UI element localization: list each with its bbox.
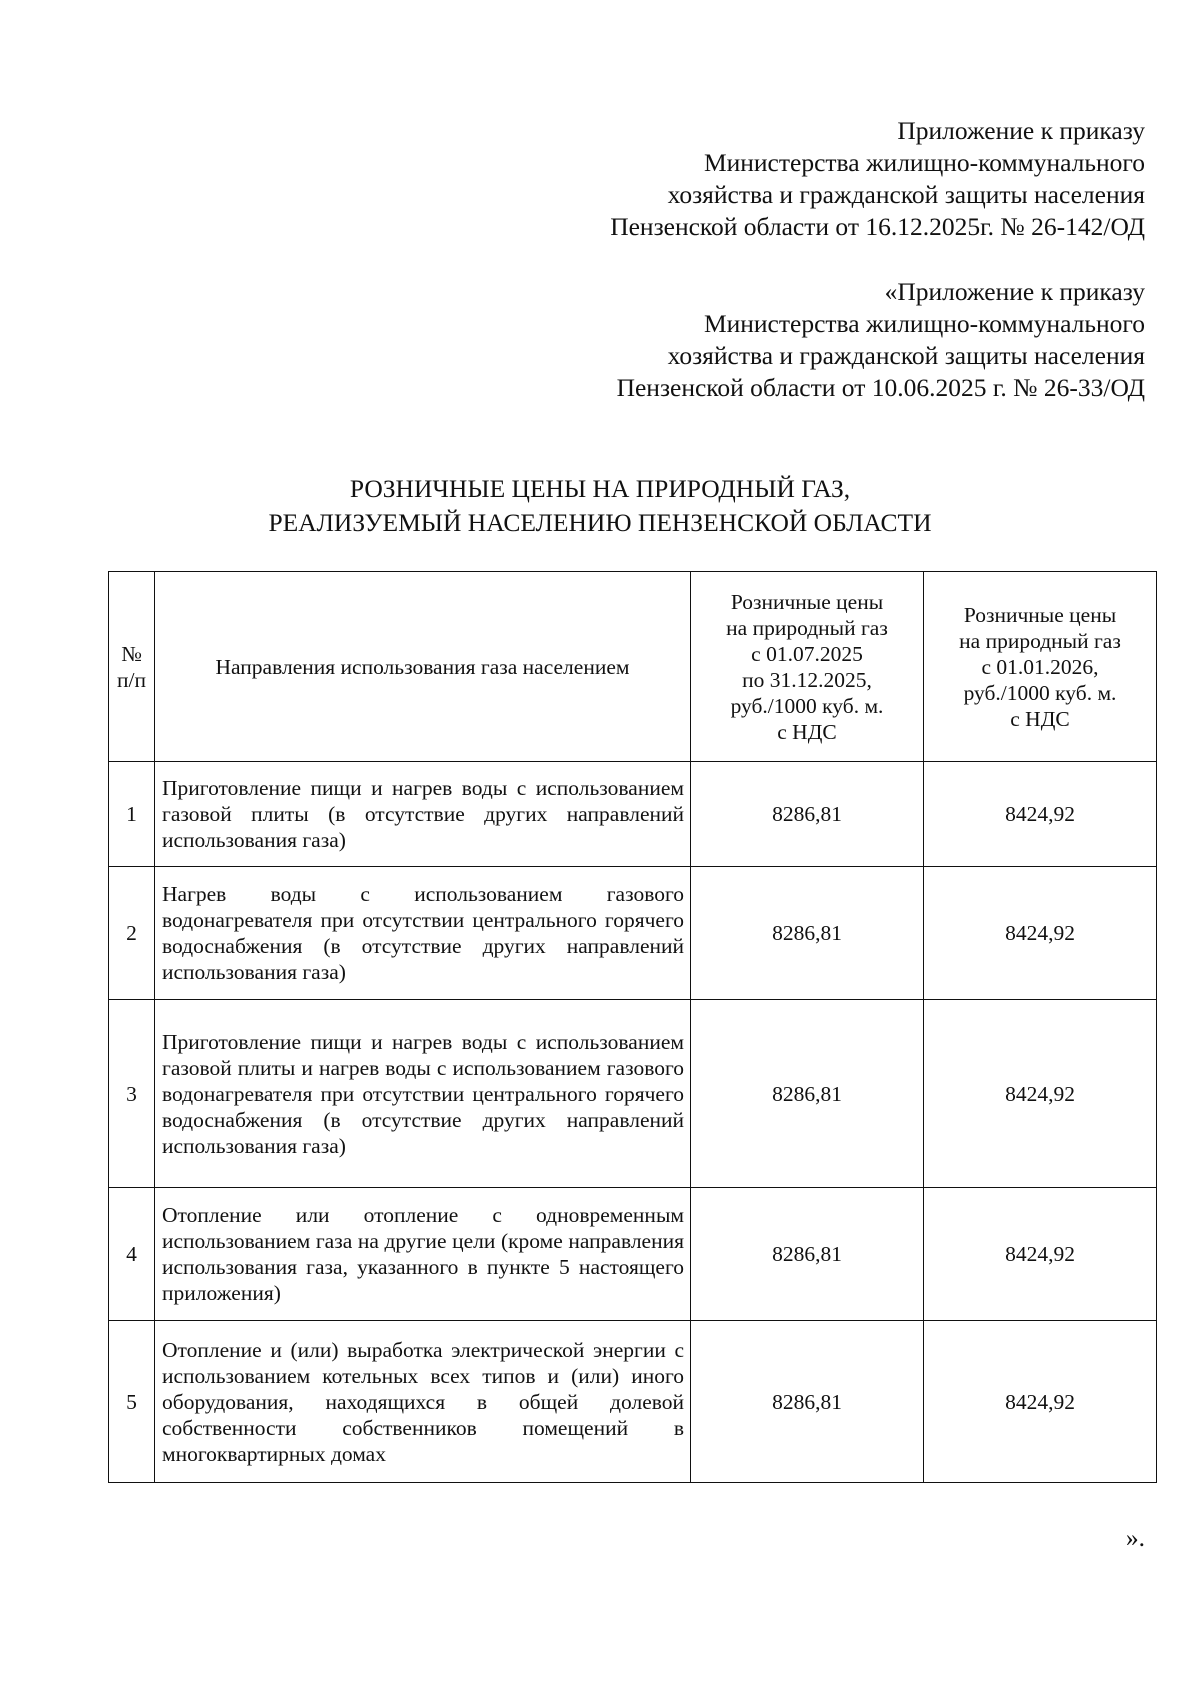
row-price-2026: 8424,92 xyxy=(924,1000,1157,1188)
order-appendix-header xyxy=(610,115,1145,243)
row-price-2025: 8286,81 xyxy=(691,762,924,867)
header-price-2025: Розничные цены на природный газ с 01.07.2025 по 31.12.2025, руб./1000 куб. м. с НДС xyxy=(691,572,924,762)
table-header-row xyxy=(109,572,1157,762)
title-line: РЕАЛИЗУЕМЫЙ НАСЕЛЕНИЮ ПЕНЗЕНСКОЙ ОБЛАСТИ xyxy=(268,508,932,537)
header-line: Пензенской области от 10.06.2025 г. № 26-33/ОД xyxy=(616,373,1145,402)
header-line: хозяйства и гражданской защиты населения xyxy=(667,180,1145,209)
row-number: 2 xyxy=(109,867,155,1000)
row-direction: Приготовление пищи и нагрев воды с использованием газовой плиты и нагрев воды с использованием газового водонагревателя при отсутствии центрального горячего водоснабжения (в отсутствие других направлений использования газа) xyxy=(155,1000,691,1188)
gas-price-table xyxy=(108,571,1157,1483)
row-price-2026: 8424,92 xyxy=(924,762,1157,867)
row-price-2025: 8286,81 xyxy=(691,1000,924,1188)
table-row xyxy=(109,1188,1157,1321)
row-number: 3 xyxy=(109,1000,155,1188)
row-price-2026: 8424,92 xyxy=(924,1321,1157,1483)
table-row xyxy=(109,1321,1157,1483)
row-direction: Приготовление пищи и нагрев воды с использованием газовой плиты (в отсутствие других направлений использования газа) xyxy=(155,762,691,867)
row-number: 1 xyxy=(109,762,155,867)
header-line: Приложение к приказу xyxy=(897,116,1145,145)
row-price-2025: 8286,81 xyxy=(691,1321,924,1483)
header-line: Министерства жилищно-коммунального xyxy=(703,309,1145,338)
document-title xyxy=(0,472,1200,540)
row-number: 5 xyxy=(109,1321,155,1483)
header-number: № п/п xyxy=(109,572,155,762)
header-line: «Приложение к приказу xyxy=(884,277,1145,306)
table-row xyxy=(109,867,1157,1000)
header-line: хозяйства и гражданской защиты населения xyxy=(667,341,1145,370)
closing-quote-mark: ». xyxy=(1125,1523,1145,1552)
row-price-2025: 8286,81 xyxy=(691,867,924,1000)
row-price-2025: 8286,81 xyxy=(691,1188,924,1321)
table-row xyxy=(109,762,1157,867)
row-direction: Отопление и (или) выработка электрической энергии с использованием котельных всех типов и (или) иного оборудования, находящихся в общей долевой собственности собственников помещений в многоквартирных домах xyxy=(155,1321,691,1483)
title-line: РОЗНИЧНЫЕ ЦЕНЫ НА ПРИРОДНЫЙ ГАЗ, xyxy=(349,474,851,503)
row-direction: Нагрев воды с использованием газового водонагревателя при отсутствии центрального горячего водоснабжения (в отсутствие других направлений использования газа) xyxy=(155,867,691,1000)
original-order-appendix-header xyxy=(617,276,1145,404)
table-row xyxy=(109,1000,1157,1188)
header-price-2026: Розничные цены на природный газ с 01.01.2026, руб./1000 куб. м. с НДС xyxy=(924,572,1157,762)
header-line: Пензенской области от 16.12.2025г. № 26-142/ОД xyxy=(610,212,1145,241)
row-number: 4 xyxy=(109,1188,155,1321)
row-price-2026: 8424,92 xyxy=(924,867,1157,1000)
header-line: Министерства жилищно-коммунального xyxy=(703,148,1145,177)
row-direction: Отопление или отопление с одновременным использованием газа на другие цели (кроме направления использования газа, указанного в пункте 5 настоящего приложения) xyxy=(155,1188,691,1321)
header-direction: Направления использования газа населением xyxy=(155,572,691,762)
row-price-2026: 8424,92 xyxy=(924,1188,1157,1321)
